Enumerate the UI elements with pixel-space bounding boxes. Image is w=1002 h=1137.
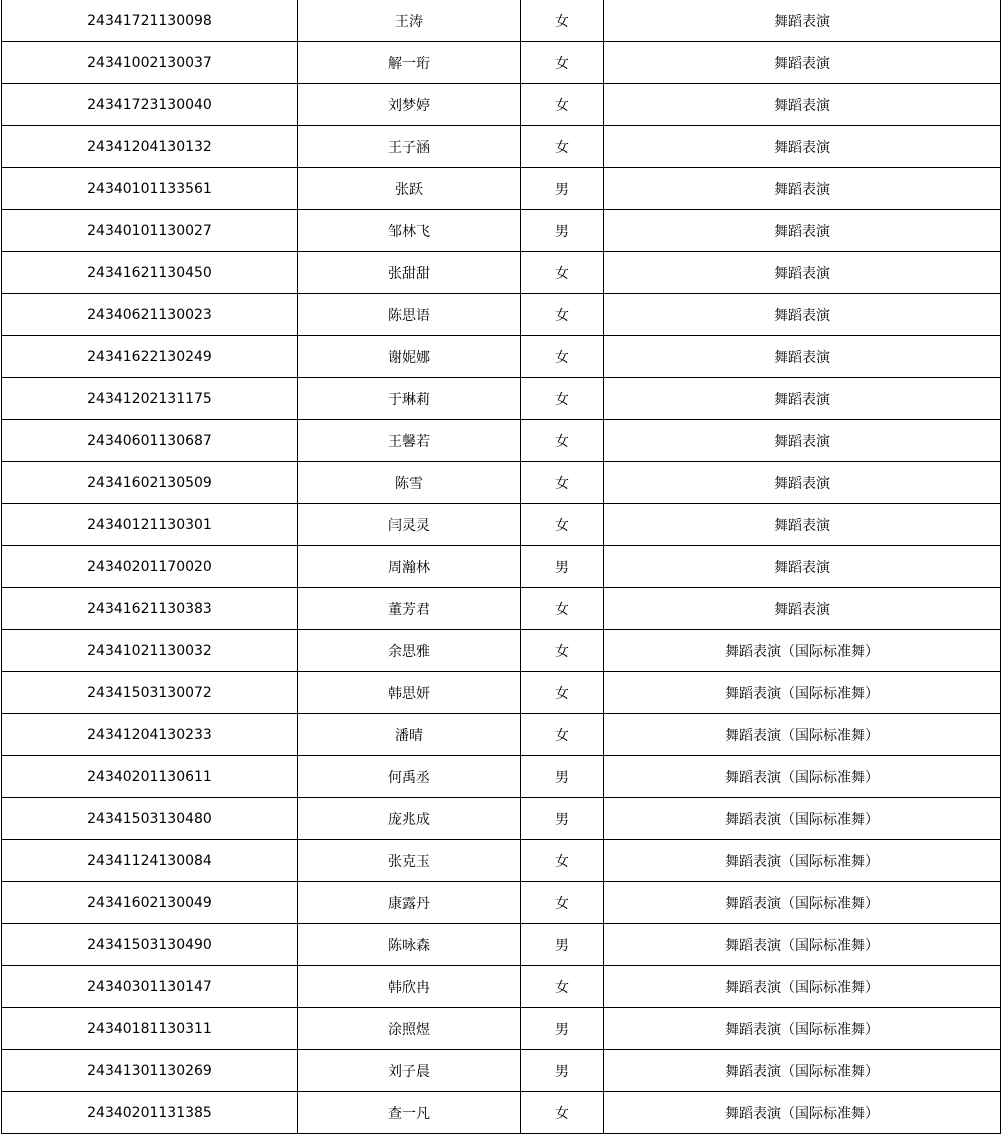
- exam-number-cell: 24341002130037: [2, 42, 298, 84]
- table-row: [2, 210, 1001, 252]
- exam-number-cell: 24340301130147: [2, 966, 298, 1008]
- table-row: [2, 882, 1001, 924]
- table-row: [2, 84, 1001, 126]
- major-cell: 舞蹈表演: [604, 126, 1001, 168]
- student-name-cell: 康露丹: [298, 882, 521, 924]
- major-cell: 舞蹈表演: [604, 294, 1001, 336]
- exam-number-cell: 24341621130383: [2, 588, 298, 630]
- student-name-cell: 韩欣冉: [298, 966, 521, 1008]
- table-row: [2, 294, 1001, 336]
- student-name-cell: 王子涵: [298, 126, 521, 168]
- table-row: [2, 966, 1001, 1008]
- table-row: [2, 1008, 1001, 1050]
- major-cell: 舞蹈表演（国际标准舞）: [604, 1008, 1001, 1050]
- table-row: [2, 462, 1001, 504]
- student-name-cell: 陈思语: [298, 294, 521, 336]
- table-row: [2, 630, 1001, 672]
- gender-cell: 女: [521, 672, 604, 714]
- major-cell: 舞蹈表演: [604, 210, 1001, 252]
- student-name-cell: 张克玉: [298, 840, 521, 882]
- gender-cell: 女: [521, 294, 604, 336]
- exam-number-cell: 24341721130098: [2, 0, 298, 42]
- major-cell: 舞蹈表演: [604, 588, 1001, 630]
- gender-cell: 女: [521, 378, 604, 420]
- exam-number-cell: 24340201131385: [2, 1092, 298, 1134]
- gender-cell: 男: [521, 1008, 604, 1050]
- table-row: [2, 672, 1001, 714]
- gender-cell: 女: [521, 882, 604, 924]
- major-cell: 舞蹈表演: [604, 84, 1001, 126]
- gender-cell: 女: [521, 126, 604, 168]
- table-row: [2, 1050, 1001, 1092]
- student-name-cell: 何禹丞: [298, 756, 521, 798]
- gender-cell: 男: [521, 798, 604, 840]
- roster-body: [2, 0, 1001, 1134]
- exam-number-cell: 24341124130084: [2, 840, 298, 882]
- student-name-cell: 陈咏森: [298, 924, 521, 966]
- student-name-cell: 解一珩: [298, 42, 521, 84]
- student-name-cell: 王馨若: [298, 420, 521, 462]
- gender-cell: 女: [521, 252, 604, 294]
- table-row: [2, 378, 1001, 420]
- major-cell: 舞蹈表演（国际标准舞）: [604, 924, 1001, 966]
- exam-number-cell: 24340201170020: [2, 546, 298, 588]
- student-name-cell: 余思雅: [298, 630, 521, 672]
- gender-cell: 女: [521, 420, 604, 462]
- exam-number-cell: 24341202131175: [2, 378, 298, 420]
- student-name-cell: 张跃: [298, 168, 521, 210]
- exam-number-cell: 24340121130301: [2, 504, 298, 546]
- major-cell: 舞蹈表演（国际标准舞）: [604, 840, 1001, 882]
- major-cell: 舞蹈表演: [604, 168, 1001, 210]
- gender-cell: 女: [521, 1092, 604, 1134]
- student-name-cell: 董芳君: [298, 588, 521, 630]
- major-cell: 舞蹈表演: [604, 420, 1001, 462]
- major-cell: 舞蹈表演（国际标准舞）: [604, 882, 1001, 924]
- table-row: [2, 1092, 1001, 1134]
- table-row: [2, 0, 1001, 42]
- exam-number-cell: 24341503130480: [2, 798, 298, 840]
- exam-number-cell: 24341204130132: [2, 126, 298, 168]
- exam-number-cell: 24341621130450: [2, 252, 298, 294]
- table-row: [2, 924, 1001, 966]
- major-cell: 舞蹈表演: [604, 546, 1001, 588]
- exam-number-cell: 24341503130490: [2, 924, 298, 966]
- gender-cell: 男: [521, 756, 604, 798]
- table-row: [2, 504, 1001, 546]
- student-name-cell: 闫灵灵: [298, 504, 521, 546]
- major-cell: 舞蹈表演: [604, 252, 1001, 294]
- student-name-cell: 庞兆成: [298, 798, 521, 840]
- table-row: [2, 42, 1001, 84]
- gender-cell: 女: [521, 714, 604, 756]
- student-name-cell: 张甜甜: [298, 252, 521, 294]
- student-name-cell: 王涛: [298, 0, 521, 42]
- gender-cell: 女: [521, 966, 604, 1008]
- student-name-cell: 潘晴: [298, 714, 521, 756]
- gender-cell: 男: [521, 168, 604, 210]
- gender-cell: 女: [521, 42, 604, 84]
- table-row: [2, 420, 1001, 462]
- student-name-cell: 查一凡: [298, 1092, 521, 1134]
- gender-cell: 女: [521, 0, 604, 42]
- exam-number-cell: 24341301130269: [2, 1050, 298, 1092]
- major-cell: 舞蹈表演（国际标准舞）: [604, 1050, 1001, 1092]
- gender-cell: 女: [521, 840, 604, 882]
- exam-number-cell: 24340601130687: [2, 420, 298, 462]
- student-name-cell: 周瀚林: [298, 546, 521, 588]
- major-cell: 舞蹈表演: [604, 378, 1001, 420]
- table-row: [2, 840, 1001, 882]
- gender-cell: 女: [521, 504, 604, 546]
- exam-number-cell: 24340201130611: [2, 756, 298, 798]
- student-name-cell: 陈雪: [298, 462, 521, 504]
- table-row: [2, 252, 1001, 294]
- gender-cell: 女: [521, 462, 604, 504]
- table-row: [2, 168, 1001, 210]
- gender-cell: 男: [521, 546, 604, 588]
- major-cell: 舞蹈表演: [604, 504, 1001, 546]
- table-row: [2, 714, 1001, 756]
- major-cell: 舞蹈表演（国际标准舞）: [604, 630, 1001, 672]
- student-name-cell: 刘子晨: [298, 1050, 521, 1092]
- student-name-cell: 刘梦婷: [298, 84, 521, 126]
- major-cell: 舞蹈表演（国际标准舞）: [604, 966, 1001, 1008]
- major-cell: 舞蹈表演: [604, 336, 1001, 378]
- exam-number-cell: 24340621130023: [2, 294, 298, 336]
- major-cell: 舞蹈表演: [604, 0, 1001, 42]
- exam-number-cell: 24340101133561: [2, 168, 298, 210]
- student-name-cell: 韩思妍: [298, 672, 521, 714]
- exam-number-cell: 24341204130233: [2, 714, 298, 756]
- major-cell: 舞蹈表演: [604, 42, 1001, 84]
- table-row: [2, 756, 1001, 798]
- exam-number-cell: 24341723130040: [2, 84, 298, 126]
- student-roster-table: [1, 0, 1001, 1134]
- table-row: [2, 546, 1001, 588]
- gender-cell: 女: [521, 84, 604, 126]
- gender-cell: 男: [521, 1050, 604, 1092]
- major-cell: 舞蹈表演: [604, 462, 1001, 504]
- table-row: [2, 126, 1001, 168]
- student-name-cell: 谢妮娜: [298, 336, 521, 378]
- table-row: [2, 336, 1001, 378]
- student-name-cell: 于琳莉: [298, 378, 521, 420]
- major-cell: 舞蹈表演（国际标准舞）: [604, 1092, 1001, 1134]
- major-cell: 舞蹈表演（国际标准舞）: [604, 714, 1001, 756]
- gender-cell: 女: [521, 588, 604, 630]
- student-name-cell: 邹林飞: [298, 210, 521, 252]
- exam-number-cell: 24340181130311: [2, 1008, 298, 1050]
- exam-number-cell: 24341622130249: [2, 336, 298, 378]
- table-row: [2, 588, 1001, 630]
- major-cell: 舞蹈表演（国际标准舞）: [604, 672, 1001, 714]
- major-cell: 舞蹈表演（国际标准舞）: [604, 798, 1001, 840]
- gender-cell: 男: [521, 210, 604, 252]
- exam-number-cell: 24340101130027: [2, 210, 298, 252]
- major-cell: 舞蹈表演（国际标准舞）: [604, 756, 1001, 798]
- exam-number-cell: 24341021130032: [2, 630, 298, 672]
- exam-number-cell: 24341602130049: [2, 882, 298, 924]
- student-name-cell: 涂照煜: [298, 1008, 521, 1050]
- table-row: [2, 798, 1001, 840]
- exam-number-cell: 24341503130072: [2, 672, 298, 714]
- gender-cell: 女: [521, 336, 604, 378]
- exam-number-cell: 24341602130509: [2, 462, 298, 504]
- gender-cell: 男: [521, 924, 604, 966]
- gender-cell: 女: [521, 630, 604, 672]
